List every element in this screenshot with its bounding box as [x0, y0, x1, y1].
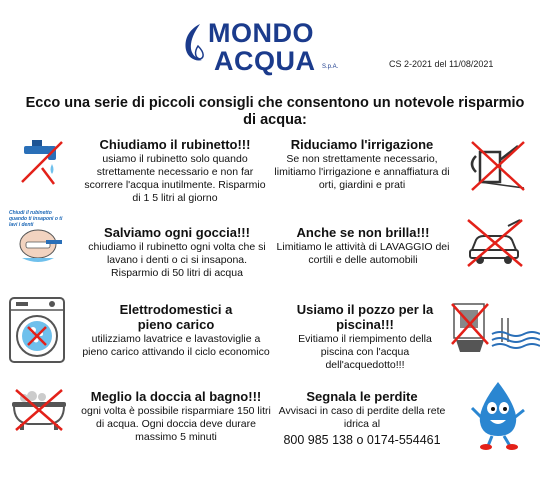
- logo-suffix: S.p.A.: [322, 64, 339, 70]
- tip-report-leaks: [272, 389, 452, 448]
- tip-title: Elettrodomestici a pieno carico: [119, 302, 233, 332]
- mondo-acqua-logo: [180, 10, 350, 76]
- pool-icon: [448, 300, 540, 356]
- tip-title: Anche se non brilla!!!: [296, 225, 430, 240]
- logo-line1: MONDO: [208, 18, 314, 48]
- faucet-caption: Chiudi il rubinetto quando ti insaponi o ti lavi i denti: [9, 210, 63, 228]
- tip-text: Limitiamo le attività di LAVAGGIO dei cortili e delle automobili: [276, 241, 450, 266]
- tip-limit-washing: [268, 225, 458, 267]
- washing-machine-icon: [8, 296, 66, 364]
- tip-title: Segnala le perdite: [306, 389, 418, 404]
- tip-title: Meglio la doccia al bagno!!!: [90, 389, 262, 404]
- car-wash-icon: [464, 216, 526, 268]
- tip-text: Avvisaci in caso di perdite della rete idrica al: [278, 405, 446, 430]
- watering-can-icon: [466, 138, 528, 192]
- logo-line2: ACQUA: [214, 46, 316, 76]
- tip-title: Riduciamo l'irrigazione: [290, 137, 434, 152]
- tip-text: Evitiamo il riempimento della piscina con l'acqua dell'acquedotto!!!: [298, 333, 432, 371]
- tip-text: chiudiamo il rubinetto ogni volta che si lavano i denti o ci si insapona. Risparmio di 50 litri di acqua: [88, 241, 266, 279]
- tip-close-tap: [80, 137, 270, 205]
- water-drop-logo-icon: [182, 22, 208, 64]
- document-code: CS 2-2021 del 11/08/2021: [389, 59, 494, 69]
- tip-text: Se non strettamente necessario, limitiamo l'irrigazione e annaffiatura di orti, giardini e prati: [274, 153, 450, 191]
- tip-title: Salviamo ogni goccia!!!: [104, 225, 250, 240]
- tip-shower: [78, 389, 274, 444]
- tip-text: usiamo il rubinetto solo quando strettamente necessario e non far scorrere l'acqua inutilmente. Risparmio di 1 5 litri al giorno: [84, 153, 266, 204]
- bathtub-icon: [10, 384, 68, 432]
- tip-save-drop: [82, 225, 272, 280]
- tip-text: utilizziamo lavatrice e lavastoviglie a pieno carico attivando il ciclo economico: [82, 333, 270, 358]
- brushing-teeth-icon: [12, 222, 64, 268]
- water-drop-mascot-icon: [468, 378, 530, 450]
- tip-text: ogni volta è possibile risparmiare 150 litri di acqua. Ogni doccia deve durare massimo 5 minuti: [81, 405, 271, 443]
- tip-title: Chiudiamo il rubinetto!!!: [99, 137, 251, 152]
- tip-pool-well: [285, 302, 445, 372]
- intro-heading: Ecco una serie di piccoli consigli che consentono un notevole risparmio di acqua:: [25, 95, 525, 128]
- tip-full-load: [78, 302, 274, 359]
- tip-reduce-irrigation: [272, 137, 452, 192]
- phone-number: 800 985 138 o 0174-554461: [283, 433, 441, 447]
- faucet-icon: [18, 138, 66, 188]
- tip-title: Usiamo il pozzo per la piscina!!!: [296, 302, 434, 332]
